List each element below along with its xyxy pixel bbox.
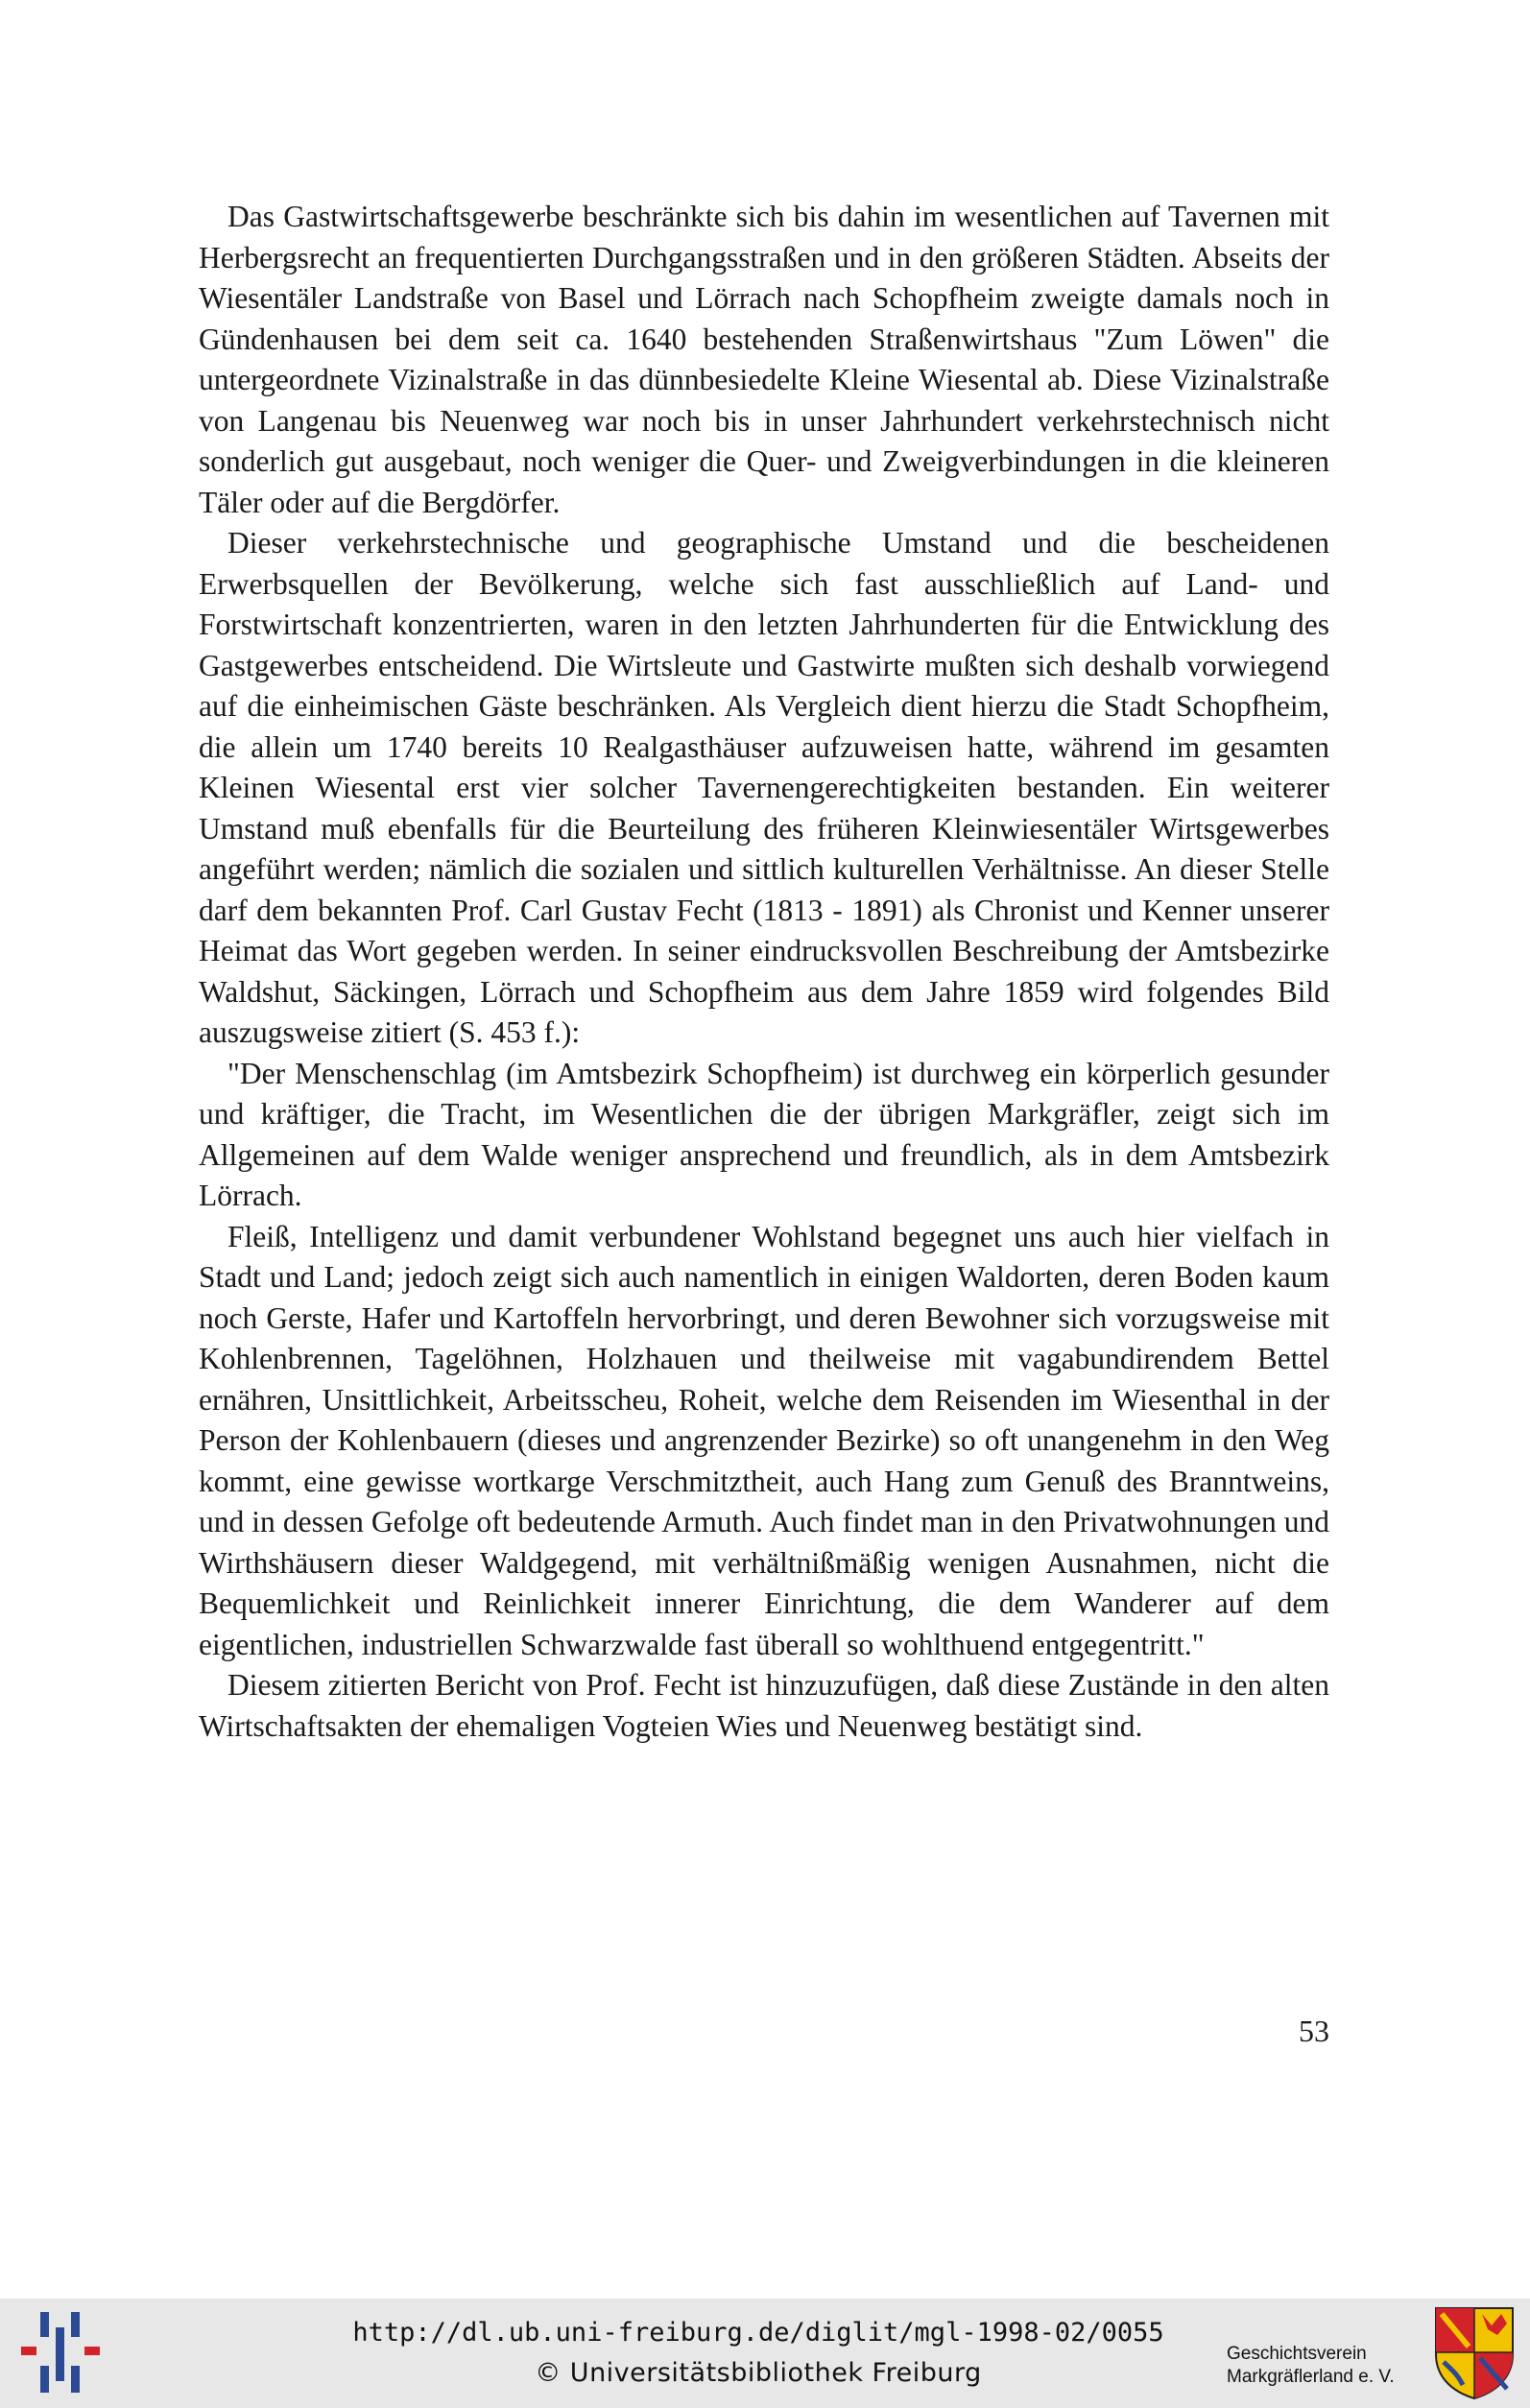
paragraph-4: Fleiß, Intelligenz und damit verbundener Wohlstand begegnet uns auch hier vielfach in Stadt und Land; jedoch zeigt sich auch namentlich in einigen Waldorten, deren Boden kaum noch Gerste, Hafer und Kartoffeln hervorbringt, und deren Bewohner sich vorzugsweise mit Kohlenbrennen, Tagelöhnen, Holzhauen und theilweise mit vagabundirendem Bettel ernähren, Unsittlichkeit, Arbeitsscheu, Roheit, welche dem Reisenden im Wiesenthal in der Person der Kohlenbauern (dieses und angrenzender Bezirke) so oft unangenehm in den Weg kommt, eine gewisse wortkarge Verschmitztheit, auch Hang zum Genuß des Branntweins, und in dessen Gefolge oft bedeutende Armuth. Auch findet man in den Privatwohnungen und Wirthshäusern dieser Waldgegend, mit verhältnißmäßig wenigen Ausnahmen, nicht die Bequemlichkeit und Reinlichkeit innerer Einrichtung, die dem Wanderer auf dem eigentlichen, industriellen Schwarzwalde fast überall so wohlthuend entgegentritt." <box>199 1219 1329 1661</box>
paragraph-2: Dieser verkehrstechnische und geographische Umstand und die bescheidenen Erwerbsquellen der Bevölkerung, welche sich fast ausschließlich auf Land- und Forstwirtschaft konzentrierten, waren in den letzten Jahrhunderten für die Entwicklung des Gastgewerbes entscheidend. Die Wirtsleute und Gastwirte mußten sich deshalb vorwiegend auf die einheimischen Gäste beschränken. Als Vergleich dient hierzu die Stadt Schopfheim, die allein um 1740 bereits 10 Realgasthäuser aufzuweisen hatte, während im gesamten Kleinen Wiesental erst vier solcher Tavernengerechtigkeiten bestanden. Ein weiterer Umstand muß ebenfalls für die Beurteilung des früheren Kleinwiesentäler Wirtsgewerbes angeführt werden; nämlich die sozialen und sittlich kulturellen Verhältnisse. An dieser Stelle darf dem bekannten Prof. Carl Gustav Fecht (1813 - 1891) als Chronist und Kenner unserer Heimat das Wort gegeben werden. In seiner eindrucksvollen Beschreibung der Amtsbezirke Waldshut, Säckingen, Lörrach und Schopfheim aus dem Jahre 1859 wird folgendes Bild auszugsweise zitiert (S. 453 f.): <box>199 526 1329 1049</box>
page-number: 53 <box>1299 2014 1329 2048</box>
society-name-line-2: Markgräflerland e. V. <box>1227 2367 1395 2387</box>
paragraph-3: "Der Menschenschlag (im Amtsbezirk Schopfheim) ist durchweg ein körperlich gesunder und kräftiger, die Tracht, im Wesentlichen die der übrigen Markgräfler, zeigt sich im Allgemeinen auf dem Walde weniger ansprechend und freundlich, als in dem Amtsbezirk Lörrach. <box>199 1056 1329 1212</box>
society-name-line-1: Geschichtsverein <box>1227 2344 1367 2364</box>
coat-of-arms-icon <box>1434 2306 1515 2400</box>
society-name <box>1227 2343 1419 2389</box>
page-body <box>199 197 1329 1747</box>
paragraph-1: Das Gastwirtschaftsgewerbe beschränkte sich bis dahin im wesentlichen auf Tavernen mit Herbergsrecht an frequentierten Durchgangsstraßen und in den größeren Städten. Abseits der Wiesentäler Landstraße von Basel und Lörrach nach Schopfheim zweigte damals noch in Gündenhausen bei dem seit ca. 1640 bestehenden Straßenwirtshaus "Zum Löwen" die untergeordnete Vizinalstraße in das dünnbesiedelte Kleine Wiesental ab. Diese Vizinalstraße von Langenau bis Neuenweg war noch bis in unser Jahrhundert verkehrstechnisch nicht sonderlich gut ausgebaut, noch weniger die Quer- und Zweigverbindungen in die kleineren Täler oder auf die Bergdörfer. <box>199 200 1329 519</box>
copyright-notice: © Universitätsbibliothek Freiburg <box>535 2358 982 2388</box>
document-url-link[interactable]: http://dl.ub.uni-freiburg.de/diglit/mgl-1998-02/0055 <box>352 2318 1164 2348</box>
paragraph-5: Diesem zitierten Bericht von Prof. Fecht ist hinzuzufügen, daß diese Zustände in den alten Wirtschaftsakten der ehemaligen Vogteien Wies und Neuenweg bestätigt sind. <box>199 1668 1329 1743</box>
ub-freiburg-logo-icon[interactable] <box>17 2310 104 2396</box>
footer-bar <box>0 2299 1530 2408</box>
